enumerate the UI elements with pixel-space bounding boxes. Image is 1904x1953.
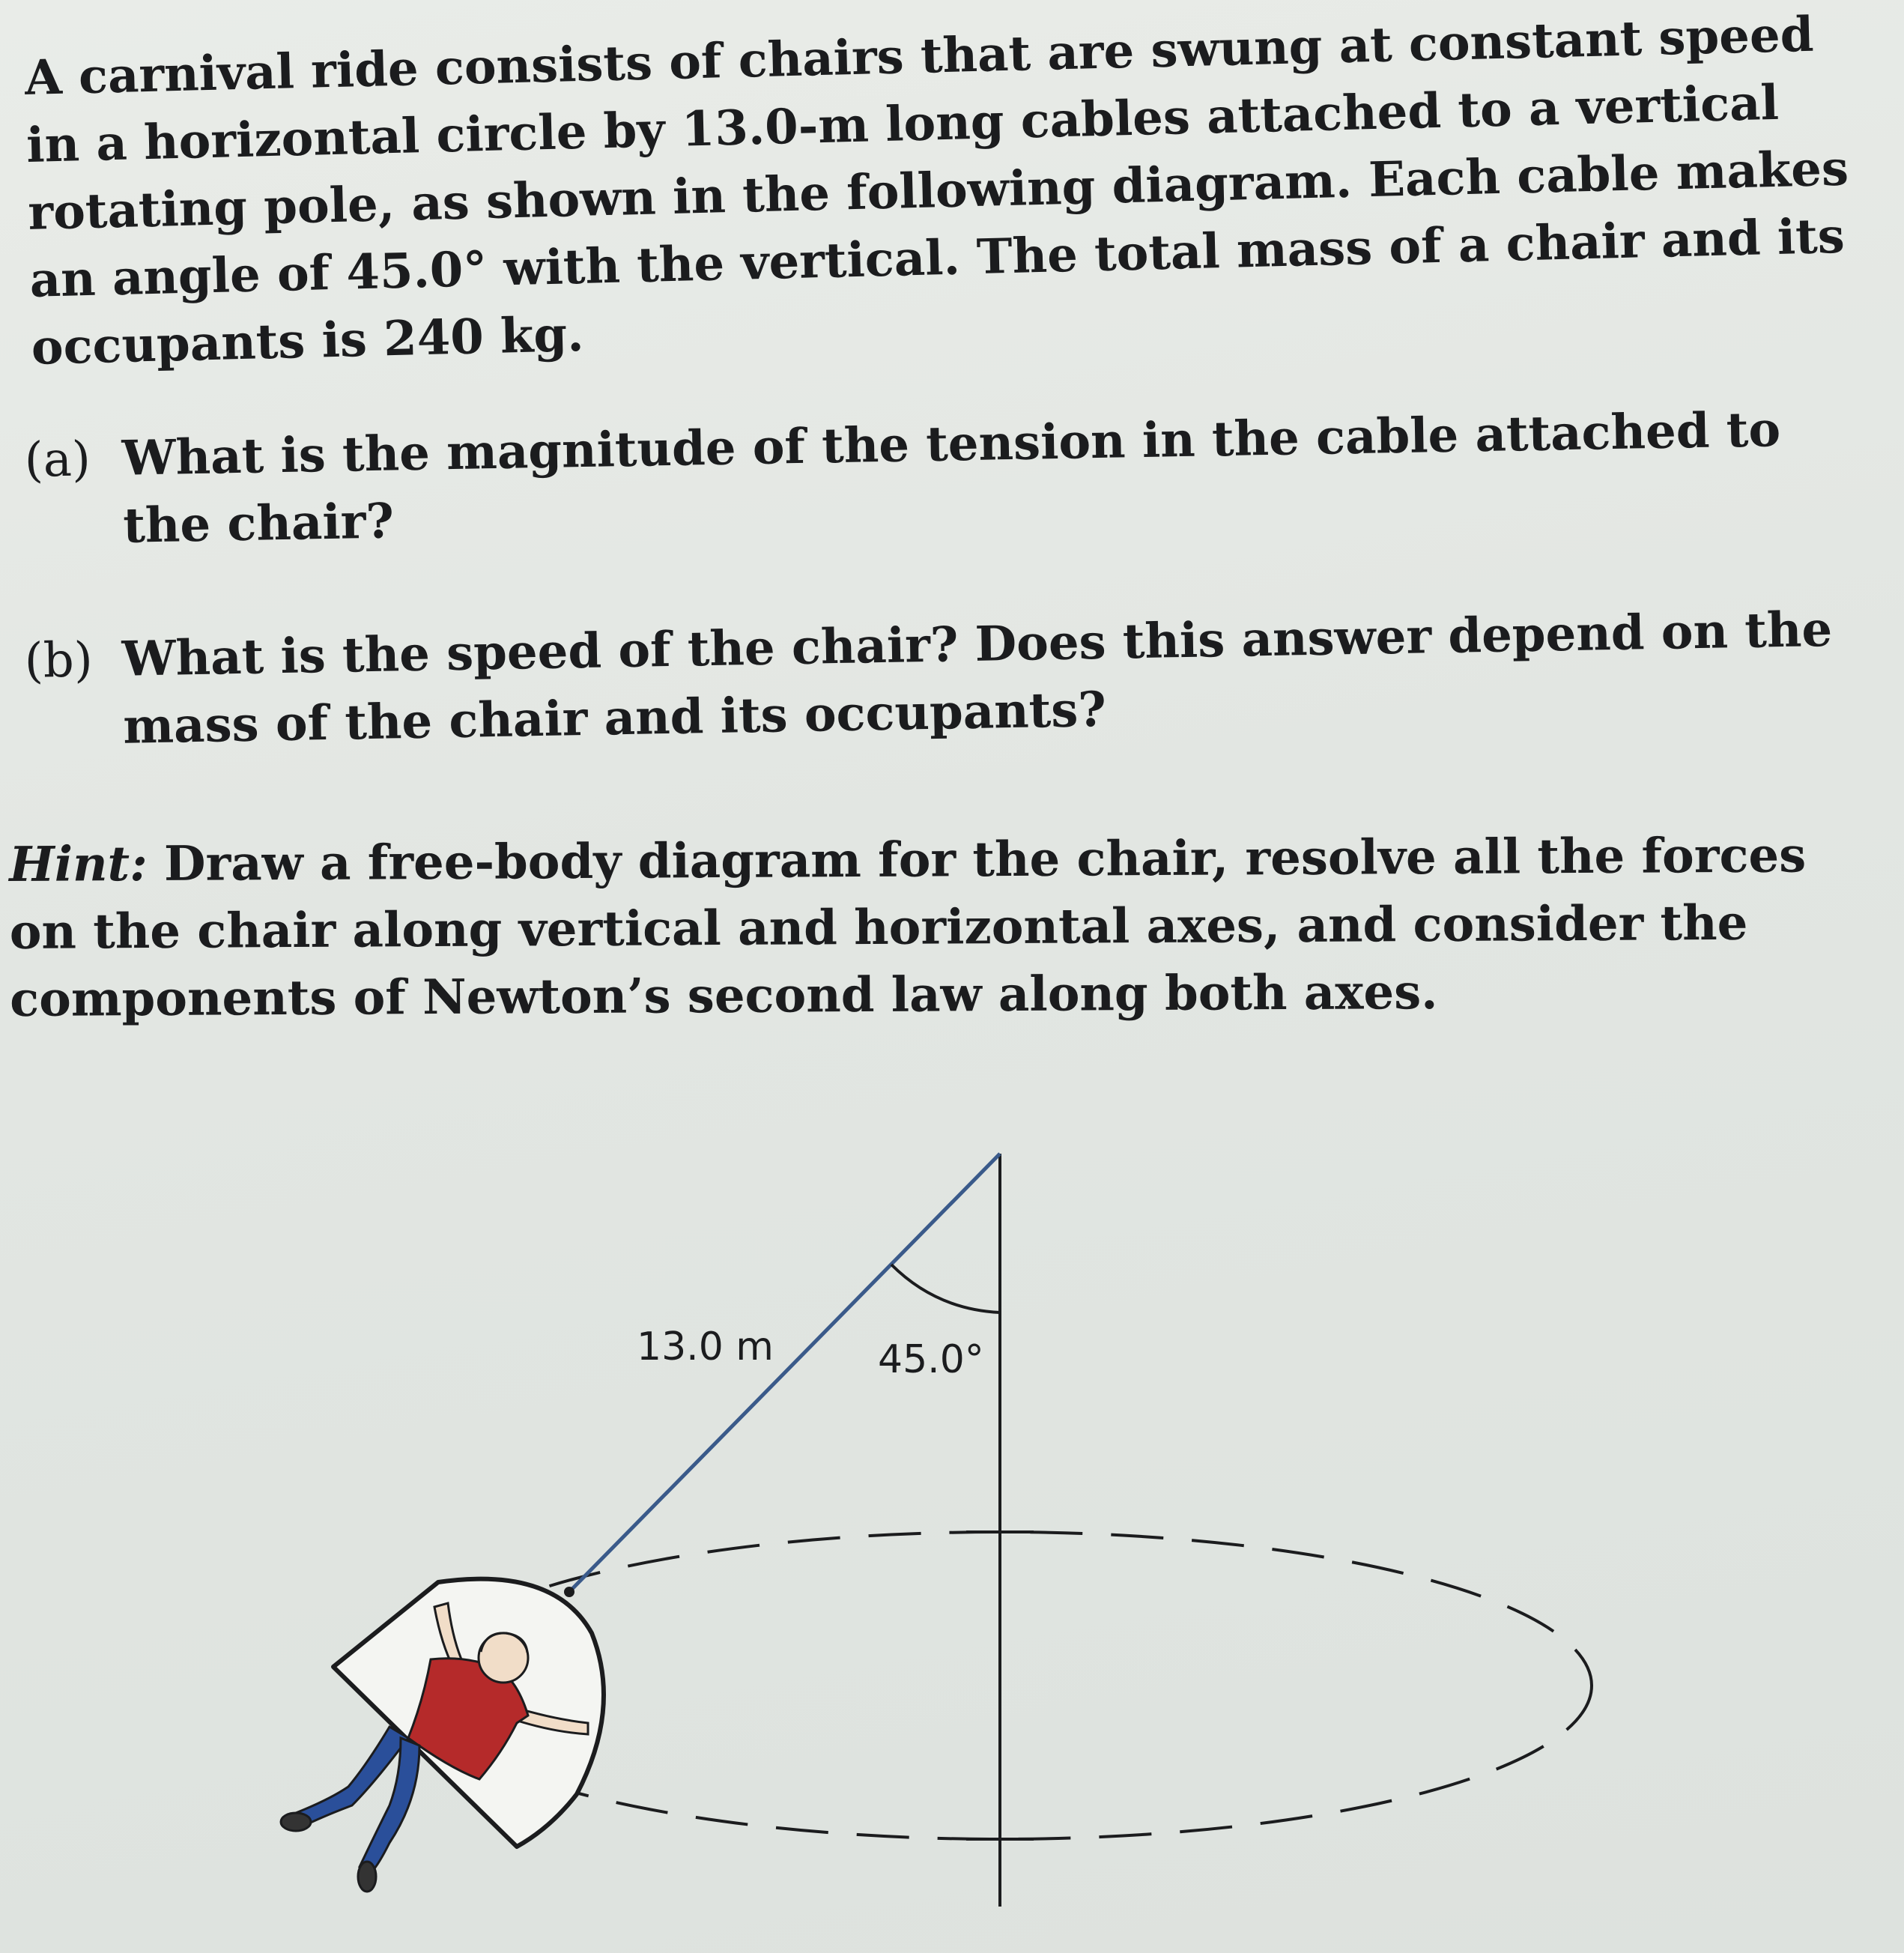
angle-arc <box>891 1265 1000 1312</box>
angle-label: 45.0° <box>878 1337 984 1382</box>
hint-label: Hint: <box>9 836 148 893</box>
rider-left-shoe <box>281 1813 311 1831</box>
problem-intro: A carnival ride consists of chairs that are swung at constant speed in a horizontal circle by 13.0-m long cables attached to a vertical rotating pole, as shown in the following diagram. Each cable makes an angle of 45.0° with the vertical. The total mass of a chair and its occupants is 240 kg. <box>24 6 1849 376</box>
cable-length-label: 13.0 m <box>637 1324 774 1369</box>
hint-text: Draw a free-body diagram for the chair, resolve all the forces on the chair along vertical and horizontal axes, and consider the components of Newton’s second law along both axes. <box>9 827 1807 1028</box>
part-b-label: (b) <box>24 632 94 689</box>
part-a-text: What is the magnitude of the tension in the cable attached to the chair? <box>121 402 1781 554</box>
part-b-text: What is the speed of the chair? Does this answer depend on the mass of the chair and its occupants? <box>121 601 1833 755</box>
cable-attachment-point <box>564 1587 574 1597</box>
rider-right-shoe <box>358 1862 376 1892</box>
part-a-label: (a) <box>24 432 91 488</box>
